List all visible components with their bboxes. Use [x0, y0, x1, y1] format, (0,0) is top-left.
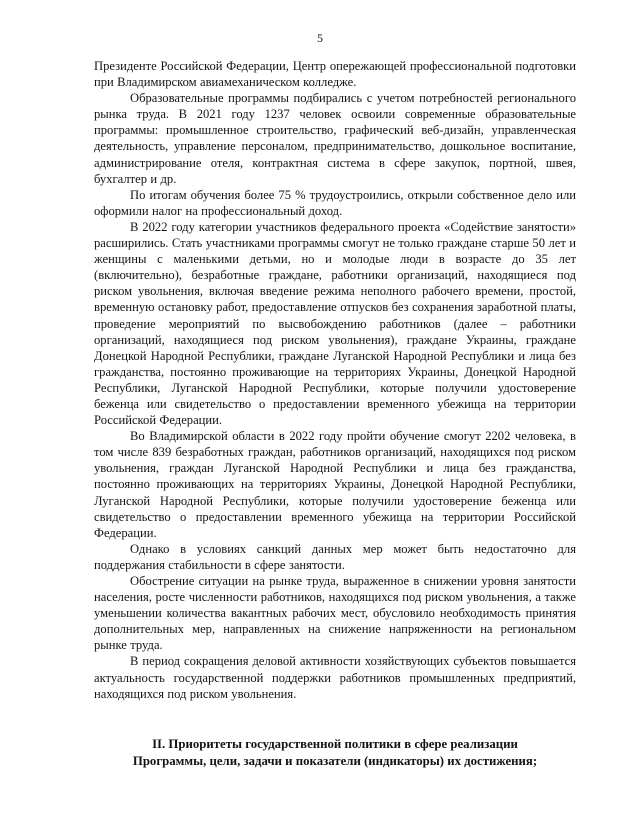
section-heading — [94, 736, 576, 770]
paragraph-8: В период сокращения деловой активности хозяйствующих субъектов повышается актуальность государственной поддержки работников промышленных предприятий, находящихся под риском увольнения. — [94, 654, 576, 701]
paragraph-3: По итогам обучения более 75 % трудоустроились, открыли собственное дело или оформили налог на профессиональный доход. — [94, 187, 576, 218]
paragraph-7: Обострение ситуации на рынке труда, выраженное в снижении уровня занятости населения, росте численности работников, находящихся под риском увольнения, а также уменьшении количества вакантных рабочих мест, обусловило необходимость принятия дополнительных мер, направленных на снижение напряженности на региональном рынке труда. — [94, 574, 576, 653]
paragraph-5: Во Владимирской области в 2022 году пройти обучение смогут 2202 человека, в том числе 839 безработных граждан, работников организаций, находящихся под риском увольнения, граждан Луганской Народной Республики и лица без гражданства, постоянно проживающих на территориях Украины, Донецкой Народной Республики, Луганской Народной Республики, которые получили удостоверение беженца или свидетельство о предоставлении временного убежища на территории Российской Федерации. — [94, 429, 576, 540]
section-heading-line-2: Программы, цели, задачи и показатели (индикаторы) их достижения; — [132, 754, 538, 768]
page-number: 5 — [317, 31, 323, 45]
paragraph-6: Однако в условиях санкций данных мер может быть недостаточно для поддержания стабильности в сфере занятости. — [94, 541, 576, 572]
paragraph-4: В 2022 году категории участников федерального проекта «Содействие занятости» расширились. Стать участниками программы смогут не только граждане старше 50 лет и женщины с маленькими детьми, но и молодые люди в возрасте до 35 лет (включительно), безработные граждане, работники организаций, находящиеся под риском увольнения, включая введение режима неполного рабочего времени, простой, временную остановку работ, предоставление отпусков без сохранения заработной платы, проведение мероприятий по высвобождению работников (далее – работники организаций, находящиеся под риском увольнения), граждане Украины, граждане Донецкой Народной Республики, граждане Луганской Народной Республики и лица без гражданства, постоянно проживающие на территориях Украины, Донецкой Народной Республики, Луганской Народной Республики, которые получили удостоверение беженца или свидетельство о предоставлении временного убежища на территории Российской Федерации. — [94, 219, 576, 428]
section-heading-line-1: II. Приоритеты государственной политики в сфере реализации — [152, 737, 518, 751]
document-body — [94, 58, 576, 702]
paragraph-1: Президенте Российской Федерации, Центр опережающей профессиональной подготовки при Владимирском авиамеханическом колледже. — [94, 59, 576, 90]
paragraph-2: Образовательные программы подбирались с учетом потребностей регионального рынка труда. В 2021 году 1237 человек освоили современные образовательные программы: промышленное строительство, графический веб-дизайн, управленческая деятельность, управление персоналом, предпринимательство, дошкольное воспитание, администрирование отеля, контрактная система в сфере закупок, портной, швея, бухгалтер и др. — [94, 91, 576, 186]
